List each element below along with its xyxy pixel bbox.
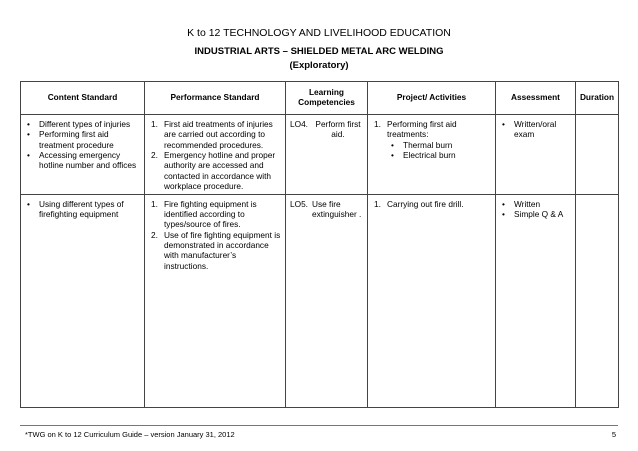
lo-code: LO4. bbox=[290, 119, 308, 129]
cell-project-activities bbox=[368, 194, 496, 407]
lo-text: Use fire extinguisher . bbox=[312, 198, 362, 219]
list-item: • Simple Q & A bbox=[500, 209, 572, 219]
list-item bbox=[372, 199, 492, 209]
list-item bbox=[149, 230, 282, 271]
list-item: • Different types of injuries bbox=[25, 119, 141, 129]
cell-content-standard bbox=[21, 115, 145, 195]
cell-content-standard bbox=[21, 194, 145, 407]
list-text: Fire fighting equipment is identified according to types/source of fires. bbox=[164, 198, 257, 230]
list-item bbox=[149, 199, 282, 230]
col-header-project-activities: Project/ Activities bbox=[368, 82, 496, 115]
cell-assessment bbox=[496, 115, 576, 195]
list-number: 2. bbox=[151, 150, 158, 161]
list-text: Carrying out fire drill. bbox=[387, 198, 464, 209]
document-title: K to 12 TECHNOLOGY AND LIVELIHOOD EDUCATION bbox=[187, 27, 451, 39]
list-number: 2. bbox=[151, 229, 158, 240]
document-level: (Exploratory) bbox=[289, 60, 349, 71]
col-header-learning-competencies: Learning Competencies bbox=[286, 82, 368, 115]
list-text: Performing first aid treatments: bbox=[387, 119, 457, 140]
table-row bbox=[21, 194, 619, 407]
page-number: 5 bbox=[611, 430, 616, 439]
list-item bbox=[149, 119, 282, 150]
footer-divider bbox=[20, 425, 618, 426]
list-item: • Using different types of firefighting equipment bbox=[25, 199, 141, 220]
list-number: 1. bbox=[374, 119, 381, 129]
col-header-content-standard: Content Standard bbox=[21, 82, 145, 115]
list-item: • Performing first aid treatment procedure bbox=[25, 129, 141, 150]
cell-duration bbox=[576, 115, 619, 195]
table-row bbox=[21, 115, 619, 195]
list-item: • Written bbox=[500, 199, 572, 209]
cell-performance-standard bbox=[145, 194, 286, 407]
sub-list-item: • Thermal burn bbox=[387, 140, 492, 150]
list-item: • Accessing emergency hotline number and offices bbox=[25, 150, 141, 171]
cell-project-activities bbox=[368, 115, 496, 195]
lo-text: Perform first aid. bbox=[315, 119, 361, 140]
table-header-row bbox=[21, 82, 619, 115]
list-text: First aid treatments of injuries are carried out according to recommended procedures. bbox=[164, 119, 273, 150]
list-item bbox=[149, 150, 282, 191]
list-number: 1. bbox=[374, 198, 381, 209]
cell-performance-standard bbox=[145, 115, 286, 195]
list-text: Use of fire fighting equipment is demonstrated in accordance with manufacturer’s instructions. bbox=[164, 229, 281, 271]
cell-learning-competency bbox=[286, 115, 368, 195]
list-text: Emergency hotline and proper authority are accessed and contacted in accordance with workplace procedure. bbox=[164, 150, 276, 192]
document-subtitle: INDUSTRIAL ARTS – SHIELDED METAL ARC WELDING bbox=[194, 46, 444, 57]
curriculum-table bbox=[20, 81, 619, 408]
sub-list-item: • Electrical burn bbox=[387, 150, 492, 160]
list-item bbox=[372, 119, 492, 160]
footer-note: *TWG on K to 12 Curriculum Guide – version January 31, 2012 bbox=[25, 430, 235, 439]
cell-duration bbox=[576, 194, 619, 407]
list-item: • Written/oral exam bbox=[500, 119, 572, 140]
cell-assessment bbox=[496, 194, 576, 407]
col-header-assessment: Assessment bbox=[496, 82, 576, 115]
list-number: 1. bbox=[151, 119, 158, 129]
col-header-performance-standard: Performance Standard bbox=[145, 82, 286, 115]
col-header-duration: Duration bbox=[576, 82, 619, 115]
list-number: 1. bbox=[151, 198, 158, 209]
lo-code: LO5. bbox=[290, 198, 308, 209]
cell-learning-competency bbox=[286, 194, 368, 407]
